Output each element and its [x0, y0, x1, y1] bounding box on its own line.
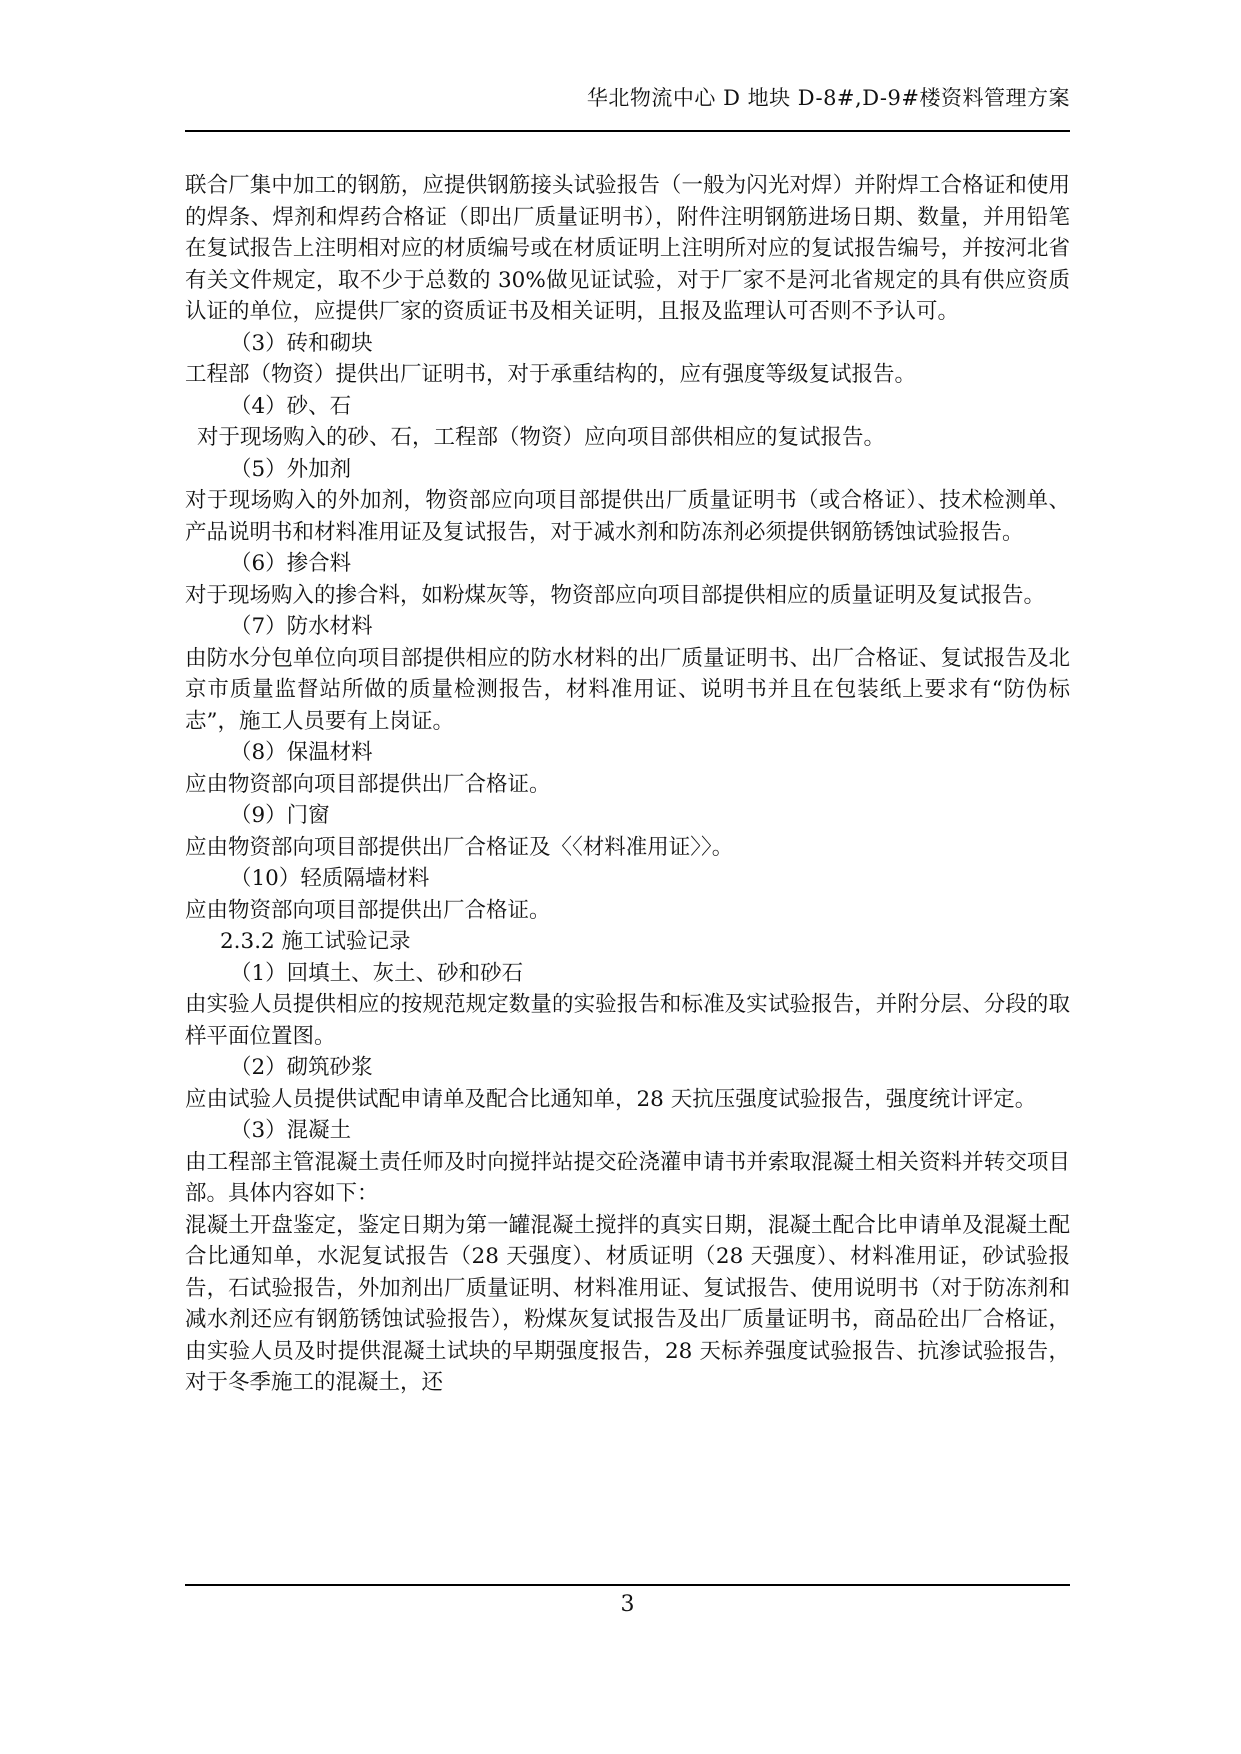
paragraph: 对于现场购入的掺合料，如粉煤灰等，物资部应向项目部提供相应的质量证明及复试报告。 [185, 582, 1046, 608]
header-rule [185, 130, 1070, 132]
document-body [185, 170, 1070, 1399]
paragraph: 应由物资部向项目部提供出厂合格证。 [185, 897, 551, 923]
item-heading: （3）混凝土 [230, 1118, 352, 1143]
item-heading: （1）回填土、灰土、砂和砂石 [230, 960, 524, 986]
item-heading: （9）门窗 [230, 803, 330, 828]
section-heading: 2.3.2 施工试验记录 [220, 929, 411, 954]
page-number: 3 [620, 1592, 635, 1617]
paragraph: 联合厂集中加工的钢筋，应提供钢筋接头试验报告（一般为闪光对焊）并附焊工合格证和使用的焊条、焊剂和焊药合格证（即出厂质量证明书），附件注明钢筋进场日期、数量，并用铅笔在复试报告上注明相对应的材质编号或在材质证明上注明所对应的复试报告编号，并按河北省有关文件规定，取不少于总数的 30%做见证试验，对于厂家不是河北省规定的具有供应资质认证的单位，应提供厂家的资质证书及相关证明，且报及监理认可否则不予认可。 [185, 173, 1070, 324]
item-heading: （10）轻质隔墙材料 [230, 866, 430, 891]
running-header: 华北物流中心 D 地块 D-8#,D-9#楼资料管理方案 [586, 86, 1070, 110]
paragraph: 应由物资部向项目部提供出厂合格证。 [185, 771, 551, 797]
paragraph: 对于现场购入的砂、石，工程部（物资）应向项目部供相应的复试报告。 [197, 425, 886, 450]
item-heading: （7）防水材料 [230, 614, 373, 639]
footer-rule [185, 1584, 1070, 1586]
paragraph: 由实验人员提供相应的按规范规定数量的实验报告和标准及实试验报告，并附分层、分段的取样平面位置图。 [185, 992, 1070, 1049]
item-heading: （4）砂、石 [230, 393, 352, 419]
paragraph: 对于现场购入的外加剂，物资部应向项目部提供出厂质量证明书（或合格证）、技术检测单、产品说明书和材料准用证及复试报告，对于减水剂和防冻剂必须提供钢筋锈蚀试验报告。 [185, 488, 1070, 545]
paragraph: 混凝土开盘鉴定，鉴定日期为第一罐混凝土搅拌的真实日期，混凝土配合比申请单及混凝土配合比通知单，水泥复试报告（28 天强度）、材质证明（28 天强度）、材料准用证，砂试验报告，石试验报告，外加剂出厂质量证明、材料准用证、复试报告、使用说明书（对于防冻剂和减水剂还应有钢筋锈蚀试验报告），粉煤灰复试报告及出厂质量证明书，商品砼出厂合格证，由实验人员及时提供混凝土试块的早期强度报告，28 天标养强度试验报告、抗渗试验报告，对于冬季施工的混凝土，还 [185, 1212, 1070, 1395]
paragraph: 应由试验人员提供试配申请单及配合比通知单，28 天抗压强度试验报告，强度统计评定。 [185, 1086, 1037, 1112]
item-heading: （6）掺合料 [230, 551, 352, 576]
paragraph: 由工程部主管混凝土责任师及时向搅拌站提交砼浇灌申请书并索取混凝土相关资料并转交项目部。具体内容如下： [185, 1149, 1070, 1206]
item-heading: （8）保温材料 [230, 740, 373, 765]
paragraph: 工程部（物资）提供出厂证明书，对于承重结构的，应有强度等级复试报告。 [185, 362, 917, 387]
paragraph: 由防水分包单位向项目部提供相应的防水材料的出厂质量证明书、出厂合格证、复试报告及北京市质量监督站所做的质量检测报告，材料准用证、说明书并且在包装纸上要求有“防伪标志”，施工人员要有上岗证。 [185, 645, 1070, 734]
item-heading: （2）砌筑砂浆 [230, 1055, 373, 1080]
item-heading: （5）外加剂 [230, 456, 352, 482]
paragraph: 应由物资部向项目部提供出厂合格证及〈〈材料准用证〉〉。 [185, 834, 734, 860]
item-heading: （3）砖和砌块 [230, 330, 373, 356]
